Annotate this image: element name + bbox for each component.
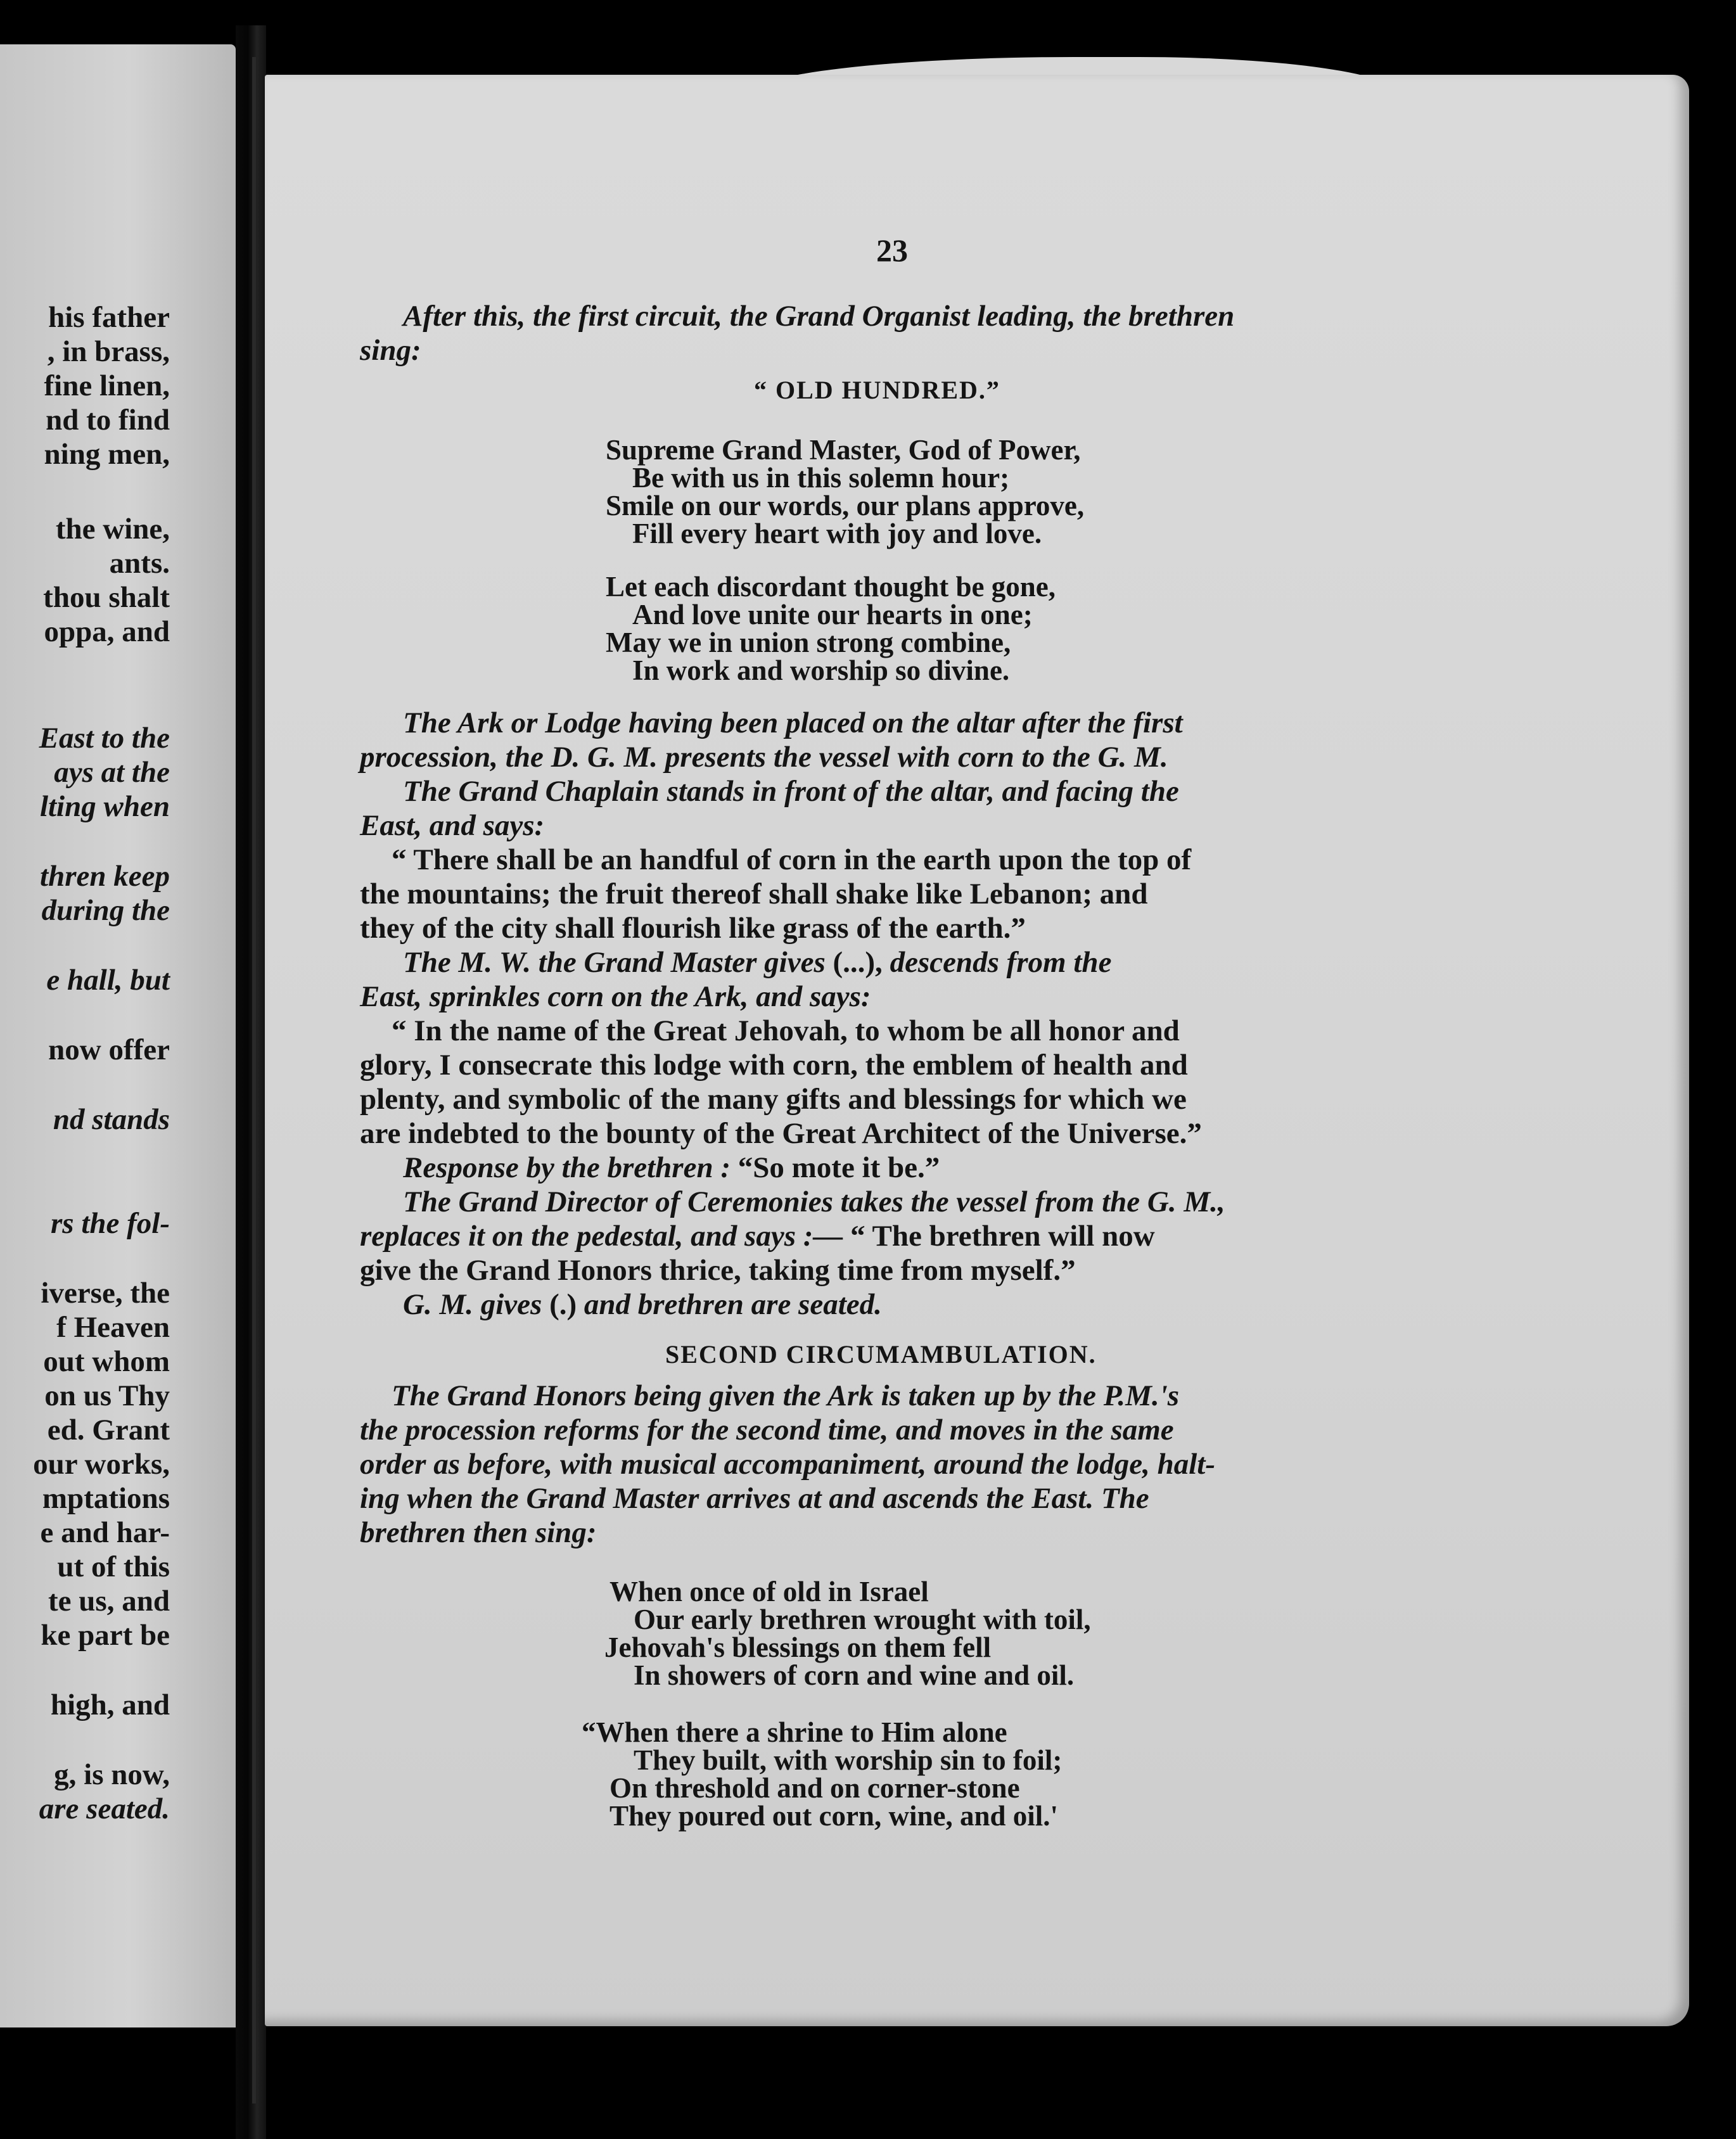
director-quote-line: give the Grand Honors thrice, taking time from myself.” [360, 1254, 1076, 1287]
hymn-line: In work and worship so divine. [632, 654, 1010, 686]
left-page-line: ning men, [44, 438, 170, 471]
director-quote: “ The brethren will now [850, 1220, 1155, 1253]
left-page-line: nd stands [53, 1103, 170, 1136]
left-page-line: our works, [33, 1448, 170, 1481]
rubric-line: East, and says: [360, 809, 545, 842]
left-page-line: high, and [50, 1689, 170, 1721]
left-page-line: fine linen, [44, 369, 170, 402]
left-page-line: iverse, the [41, 1277, 170, 1310]
rubric-line: ing when the Grand Master arrives at and ascends the East. The [360, 1482, 1149, 1515]
song-line: When once of old in Israel [610, 1576, 929, 1607]
left-page-line: lting when [39, 790, 170, 823]
rubric-text: Response by the brethren : [403, 1151, 731, 1184]
hymn-line: Fill every heart with joy and love. [632, 518, 1042, 549]
rubric-text: and brethren are seated. [584, 1288, 882, 1321]
consecration-quote-line: “ In the name of the Great Jehovah, to whom be all honor and [392, 1014, 1180, 1047]
left-page-line: during the [41, 894, 170, 927]
rubric-line: The Grand Director of Ceremonies takes the vessel from the G. M., [403, 1185, 1225, 1218]
left-page-line: are seated. [39, 1792, 170, 1825]
rubric-text: The M. W. the Grand Master gives [403, 946, 826, 979]
rubric-line: The Ark or Lodge having been placed on the altar after the first [403, 706, 1183, 739]
left-page-line: f Heaven [56, 1311, 170, 1344]
left-page-line: thren keep [40, 860, 170, 893]
left-page-line: ed. Grant [47, 1414, 170, 1446]
left-page-line: East to the [39, 722, 170, 755]
rubric-text: G. M. gives [403, 1288, 542, 1321]
left-page-line: ut of this [57, 1550, 170, 1583]
song-line: They built, with worship sin to foil; [634, 1744, 1063, 1776]
song-line: Our early brethren wrought with toil, [634, 1604, 1091, 1635]
song-line: In showers of corn and wine and oil. [634, 1659, 1075, 1691]
song-line: On threshold and on corner-stone [610, 1772, 1020, 1804]
left-page-line: ants. [109, 547, 170, 580]
left-page-line: oppa, and [44, 615, 170, 648]
left-page-line: te us, and [48, 1585, 170, 1618]
left-page-line: on us Thy [44, 1379, 170, 1412]
rubric-line: The Grand Chaplain stands in front of the altar, and facing the [403, 775, 1179, 808]
page-number: 23 [876, 233, 908, 268]
scripture-quote-line: the mountains; the fruit thereof shall shake like Lebanon; and [360, 878, 1148, 910]
scripture-quote-line: “ There shall be an handful of corn in the earth upon the top of [392, 843, 1192, 876]
song-line: Jehovah's blessings on them fell [604, 1631, 992, 1663]
consecration-quote-line: glory, I consecrate this lodge with corn, the emblem of health and [360, 1049, 1188, 1082]
section-heading: SECOND CIRCUMAMBULATION. [665, 1340, 1097, 1369]
hymn-line: Be with us in this solemn hour; [632, 462, 1010, 494]
rubric-line [360, 1222, 1155, 1251]
left-page-line: thou shalt [43, 581, 170, 614]
left-page-line: mptations [42, 1482, 170, 1515]
response-line [403, 1153, 940, 1183]
left-facing-page [0, 44, 236, 2027]
book-gutter [236, 25, 266, 2139]
rubric-line: order as before, with musical accompaniment, around the lodge, halt- [360, 1448, 1216, 1481]
response-quote: “So mote it be.” [737, 1151, 940, 1184]
hymn-line: May we in union strong combine, [606, 627, 1011, 658]
rubric-line: The Grand Honors being given the Ark is taken up by the P.M.'s [392, 1379, 1180, 1412]
song-line: “When there a shrine to Him alone [582, 1716, 1007, 1748]
left-page-line: e and har- [40, 1516, 170, 1549]
left-page-line: ays at the [54, 756, 170, 789]
rubric-line: the procession reforms for the second time, and moves in the same [360, 1414, 1174, 1446]
left-page-line: g, is now, [54, 1758, 170, 1791]
hymn-title: “ OLD HUNDRED.” [754, 376, 1000, 404]
rubric-line: procession, the D. G. M. presents the vessel with corn to the G. M. [360, 741, 1168, 774]
consecration-quote-line: plenty, and symbolic of the many gifts and blessings for which we [360, 1083, 1187, 1116]
left-page-line: his father [48, 301, 170, 334]
left-page-line: ke part be [41, 1619, 170, 1652]
rubric-line [403, 1290, 882, 1320]
rubric-text: replaces it on the pedestal, and says :— [360, 1220, 843, 1253]
hymn-line: And love unite our hearts in one; [632, 599, 1033, 630]
spine-crease [252, 57, 256, 2104]
knock-signal: (.) [549, 1288, 577, 1321]
scripture-quote-line: they of the city shall flourish like grass of the earth.” [360, 912, 1026, 945]
rubric-text: descends from the [890, 946, 1112, 979]
left-page-line: , in brass, [47, 335, 170, 368]
left-page-line: e hall, but [46, 964, 170, 997]
consecration-quote-line: are indebted to the bounty of the Great Architect of the Universe.” [360, 1117, 1202, 1150]
left-page-line: rs the fol- [51, 1207, 170, 1240]
rubric-line: brethren then sing: [360, 1516, 597, 1549]
hymn-line: Smile on our words, our plans approve, [606, 490, 1085, 521]
hymn-line: Supreme Grand Master, God of Power, [606, 434, 1081, 466]
song-line: They poured out corn, wine, and oil.' [610, 1800, 1059, 1832]
left-page-line: out whom [43, 1345, 170, 1378]
left-page-line: the wine, [55, 513, 170, 546]
left-page-line: now offer [48, 1033, 170, 1066]
main-page [265, 75, 1689, 2026]
hymn-line: Let each discordant thought be gone, [606, 571, 1056, 603]
rubric-line: East, sprinkles corn on the Ark, and says: [360, 980, 871, 1013]
left-page-line: nd to find [46, 404, 170, 437]
intro-line: sing: [360, 334, 421, 367]
intro-line: After this, the first circuit, the Grand Organist leading, the brethren [403, 300, 1235, 333]
rubric-line [403, 948, 1111, 978]
knock-signal: (...), [833, 946, 883, 979]
